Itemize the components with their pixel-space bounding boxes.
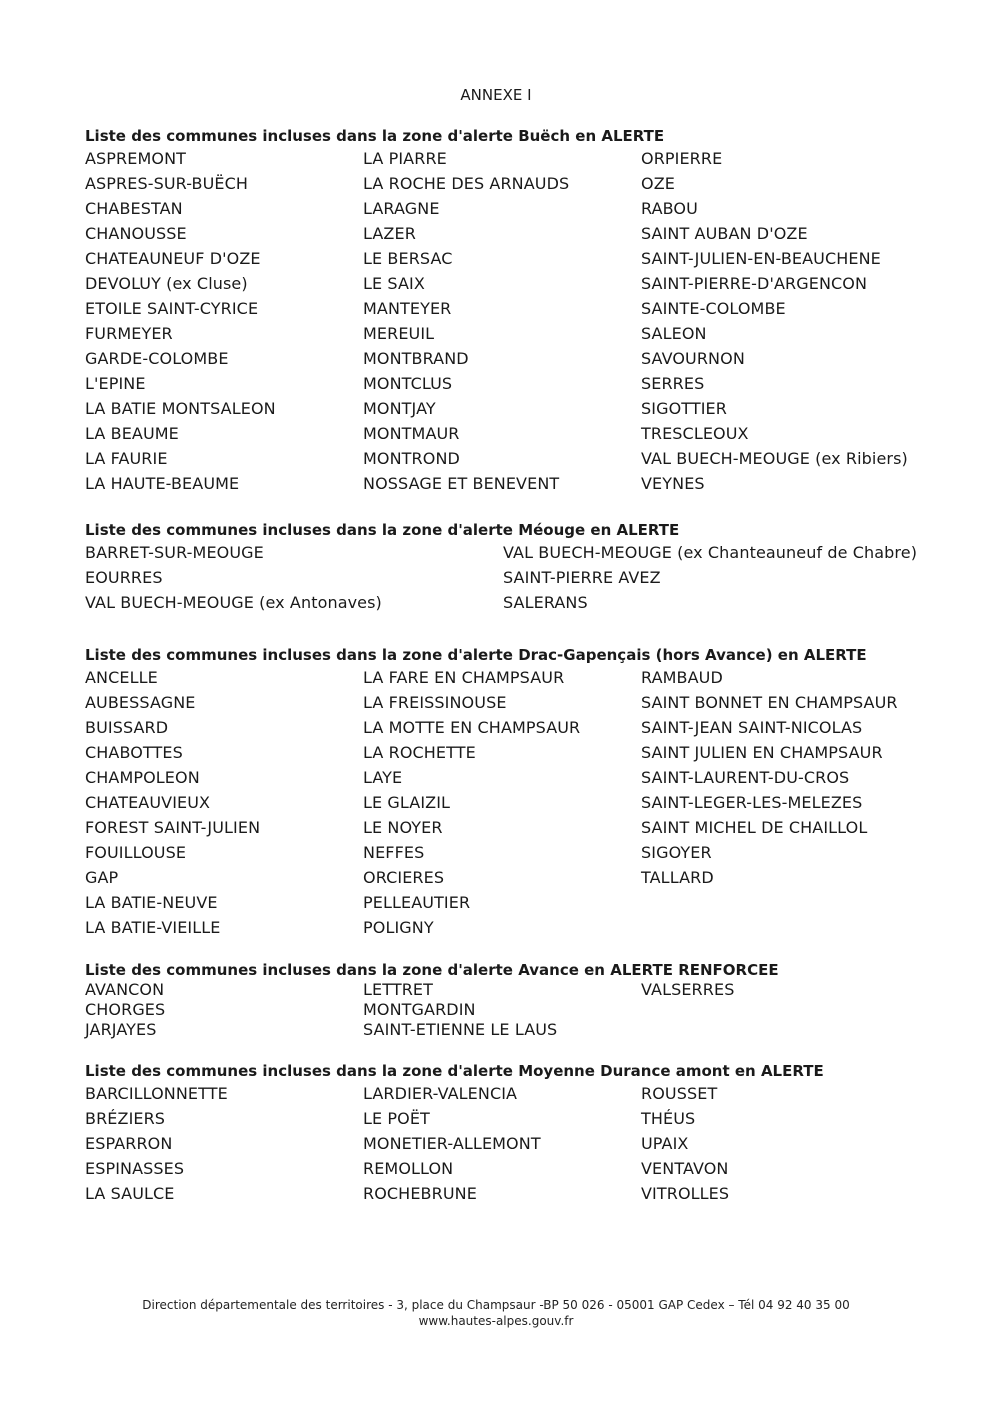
commune-item: SIGOTTIER: [641, 399, 727, 418]
commune-column-1: [85, 146, 363, 496]
commune-item: ETOILE SAINT-CYRICE: [85, 299, 259, 318]
commune-item: SAINT BONNET EN CHAMPSAUR: [641, 693, 898, 712]
commune-item: OZE: [641, 174, 675, 193]
section-avance: [85, 960, 945, 1040]
commune-item: UPAIX: [641, 1134, 689, 1153]
commune-item: FOUILLOUSE: [85, 843, 187, 862]
commune-columns: [85, 1081, 945, 1206]
commune-item: VEYNES: [641, 474, 705, 493]
commune-item: MONTGARDIN: [363, 1000, 476, 1019]
commune-item: LA ROCHE DES ARNAUDS: [363, 174, 570, 193]
commune-item: LARDIER-VALENCIA: [363, 1084, 518, 1103]
section-moyenne-durance: [85, 1061, 945, 1206]
section-drac-gapencais: [85, 645, 945, 940]
commune-item: MONTCLUS: [363, 374, 453, 393]
section-heading: Liste des communes incluses dans la zone d'alerte Buëch en ALERTE: [85, 127, 665, 145]
commune-columns: [85, 540, 945, 615]
commune-item: LARAGNE: [363, 199, 440, 218]
commune-columns: [85, 980, 945, 1040]
commune-item: LA SAULCE: [85, 1184, 175, 1203]
commune-item: JARJAYES: [85, 1020, 157, 1039]
commune-item: SIGOYER: [641, 843, 712, 862]
commune-item: EOURRES: [85, 568, 163, 587]
commune-item: L'EPINE: [85, 374, 146, 393]
commune-item: LA BATIE-NEUVE: [85, 893, 218, 912]
commune-column-2: [363, 1081, 641, 1206]
section-heading: Liste des communes incluses dans la zone d'alerte Moyenne Durance amont en ALERTE: [85, 1062, 824, 1080]
commune-item: RAMBAUD: [641, 668, 723, 687]
commune-item: SAVOURNON: [641, 349, 745, 368]
commune-item: CHABOTTES: [85, 743, 183, 762]
commune-item: SAINT-ETIENNE LE LAUS: [363, 1020, 558, 1039]
section-buech: [85, 126, 945, 496]
commune-item: LE NOYER: [363, 818, 443, 837]
commune-item: VAL BUECH-MEOUGE (ex Antonaves): [85, 593, 382, 612]
commune-item: MANTEYER: [363, 299, 452, 318]
commune-item: MONTMAUR: [363, 424, 460, 443]
commune-item: AUBESSAGNE: [85, 693, 196, 712]
commune-item: LETTRET: [363, 980, 433, 999]
commune-item: LAYE: [363, 768, 403, 787]
commune-item: ASPRES-SUR-BUËCH: [85, 174, 249, 193]
commune-item: LAZER: [363, 224, 416, 243]
commune-item: GARDE-COLOMBE: [85, 349, 229, 368]
commune-item: LE SAIX: [363, 274, 425, 293]
commune-item: TALLARD: [641, 868, 714, 887]
commune-item: VALSERRES: [641, 980, 735, 999]
commune-item: LE POËT: [363, 1109, 430, 1128]
commune-item: FOREST SAINT-JULIEN: [85, 818, 261, 837]
commune-item: VENTAVON: [641, 1159, 729, 1178]
commune-item: GAP: [85, 868, 119, 887]
commune-column-3: [641, 665, 919, 940]
commune-column-1: [85, 665, 363, 940]
page-footer: [0, 1297, 992, 1329]
commune-item: VAL BUECH-MEOUGE (ex Ribiers): [641, 449, 908, 468]
commune-item: CHAMPOLEON: [85, 768, 200, 787]
commune-item: LA HAUTE-BEAUME: [85, 474, 240, 493]
footer-website: www.hautes-alpes.gouv.fr: [418, 1314, 574, 1328]
section-heading: Liste des communes incluses dans la zone d'alerte Drac-Gapençais (hors Avance) en ALERTE: [85, 646, 867, 664]
commune-column-3: [641, 980, 919, 1040]
commune-item: BARRET-SUR-MEOUGE: [85, 543, 264, 562]
commune-item: SAINT JULIEN EN CHAMPSAUR: [641, 743, 883, 762]
commune-item: CHABESTAN: [85, 199, 183, 218]
commune-item: LE BERSAC: [363, 249, 453, 268]
commune-item: LA FAURIE: [85, 449, 168, 468]
commune-item: NEFFES: [363, 843, 425, 862]
commune-item: SERRES: [641, 374, 705, 393]
commune-item: FURMEYER: [85, 324, 173, 343]
commune-item: ANCELLE: [85, 668, 158, 687]
commune-item: ESPINASSES: [85, 1159, 185, 1178]
commune-item: SAINT-JULIEN-EN-BEAUCHENE: [641, 249, 881, 268]
commune-item: ASPREMONT: [85, 149, 187, 168]
commune-item: PELLEAUTIER: [363, 893, 471, 912]
commune-item: AVANCON: [85, 980, 165, 999]
commune-item: MONTJAY: [363, 399, 436, 418]
commune-item: NOSSAGE ET BENEVENT: [363, 474, 560, 493]
commune-item: MONTBRAND: [363, 349, 469, 368]
commune-item: ROUSSET: [641, 1084, 718, 1103]
commune-item: SAINT-LEGER-LES-MELEZES: [641, 793, 863, 812]
commune-column-2: [503, 540, 923, 615]
commune-item: DEVOLUY (ex Cluse): [85, 274, 248, 293]
commune-item: LA BATIE-VIEILLE: [85, 918, 221, 937]
commune-column-1: [85, 1081, 363, 1206]
commune-columns: [85, 665, 945, 940]
commune-column-2: [363, 665, 641, 940]
commune-column-3: [641, 1081, 919, 1206]
commune-item: VITROLLES: [641, 1184, 730, 1203]
commune-item: CHATEAUNEUF D'OZE: [85, 249, 261, 268]
commune-columns: [85, 146, 945, 496]
commune-item: LA BEAUME: [85, 424, 179, 443]
commune-column-2: [363, 980, 641, 1040]
commune-item: VAL BUECH-MEOUGE (ex Chanteauneuf de Chabre): [503, 543, 918, 562]
commune-item: SAINT-LAURENT-DU-CROS: [641, 768, 850, 787]
commune-item: LA PIARRE: [363, 149, 447, 168]
section-heading: Liste des communes incluses dans la zone d'alerte Avance en ALERTE RENFORCEE: [85, 961, 779, 979]
commune-item: LA BATIE MONTSALEON: [85, 399, 276, 418]
commune-item: SALERANS: [503, 593, 588, 612]
commune-item: ROCHEBRUNE: [363, 1184, 477, 1203]
commune-item: SAINT-PIERRE AVEZ: [503, 568, 661, 587]
commune-item: SALEON: [641, 324, 707, 343]
section-meouge: [85, 520, 945, 615]
commune-item: THÉUS: [641, 1109, 696, 1128]
commune-item: BARCILLONNETTE: [85, 1084, 228, 1103]
commune-item: RABOU: [641, 199, 698, 218]
commune-item: LA MOTTE EN CHAMPSAUR: [363, 718, 581, 737]
commune-item: SAINT-JEAN SAINT-NICOLAS: [641, 718, 863, 737]
commune-item: SAINT AUBAN D'OZE: [641, 224, 808, 243]
commune-item: BUISSARD: [85, 718, 169, 737]
commune-column-3: [641, 146, 919, 496]
section-heading: Liste des communes incluses dans la zone d'alerte Méouge en ALERTE: [85, 521, 680, 539]
commune-item: LA FARE EN CHAMPSAUR: [363, 668, 565, 687]
commune-item: SAINT MICHEL DE CHAILLOL: [641, 818, 868, 837]
commune-item: LA FREISSINOUSE: [363, 693, 507, 712]
commune-item: MONTROND: [363, 449, 460, 468]
commune-item: TRESCLEOUX: [641, 424, 749, 443]
commune-item: LA ROCHETTE: [363, 743, 476, 762]
commune-item: SAINT-PIERRE-D'ARGENCON: [641, 274, 868, 293]
commune-item: CHORGES: [85, 1000, 166, 1019]
commune-item: ORPIERRE: [641, 149, 723, 168]
page-title: ANNEXE I: [460, 86, 532, 104]
commune-item: MONETIER-ALLEMONT: [363, 1134, 541, 1153]
commune-item: ESPARRON: [85, 1134, 173, 1153]
commune-item: MEREUIL: [363, 324, 435, 343]
commune-item: CHATEAUVIEUX: [85, 793, 211, 812]
commune-column-1: [85, 980, 363, 1040]
commune-item: REMOLLON: [363, 1159, 454, 1178]
commune-item: POLIGNY: [363, 918, 434, 937]
commune-item: SAINTE-COLOMBE: [641, 299, 786, 318]
commune-column-1: [85, 540, 503, 615]
commune-item: LE GLAIZIL: [363, 793, 451, 812]
commune-item: CHANOUSSE: [85, 224, 187, 243]
commune-item: BRÉZIERS: [85, 1109, 166, 1128]
commune-column-2: [363, 146, 641, 496]
commune-item: ORCIERES: [363, 868, 445, 887]
footer-address: Direction départementale des territoires - 3, place du Champsaur -BP 50 026 - 05001 GAP Cedex – Tél 04 92 40 35 00: [142, 1298, 850, 1312]
